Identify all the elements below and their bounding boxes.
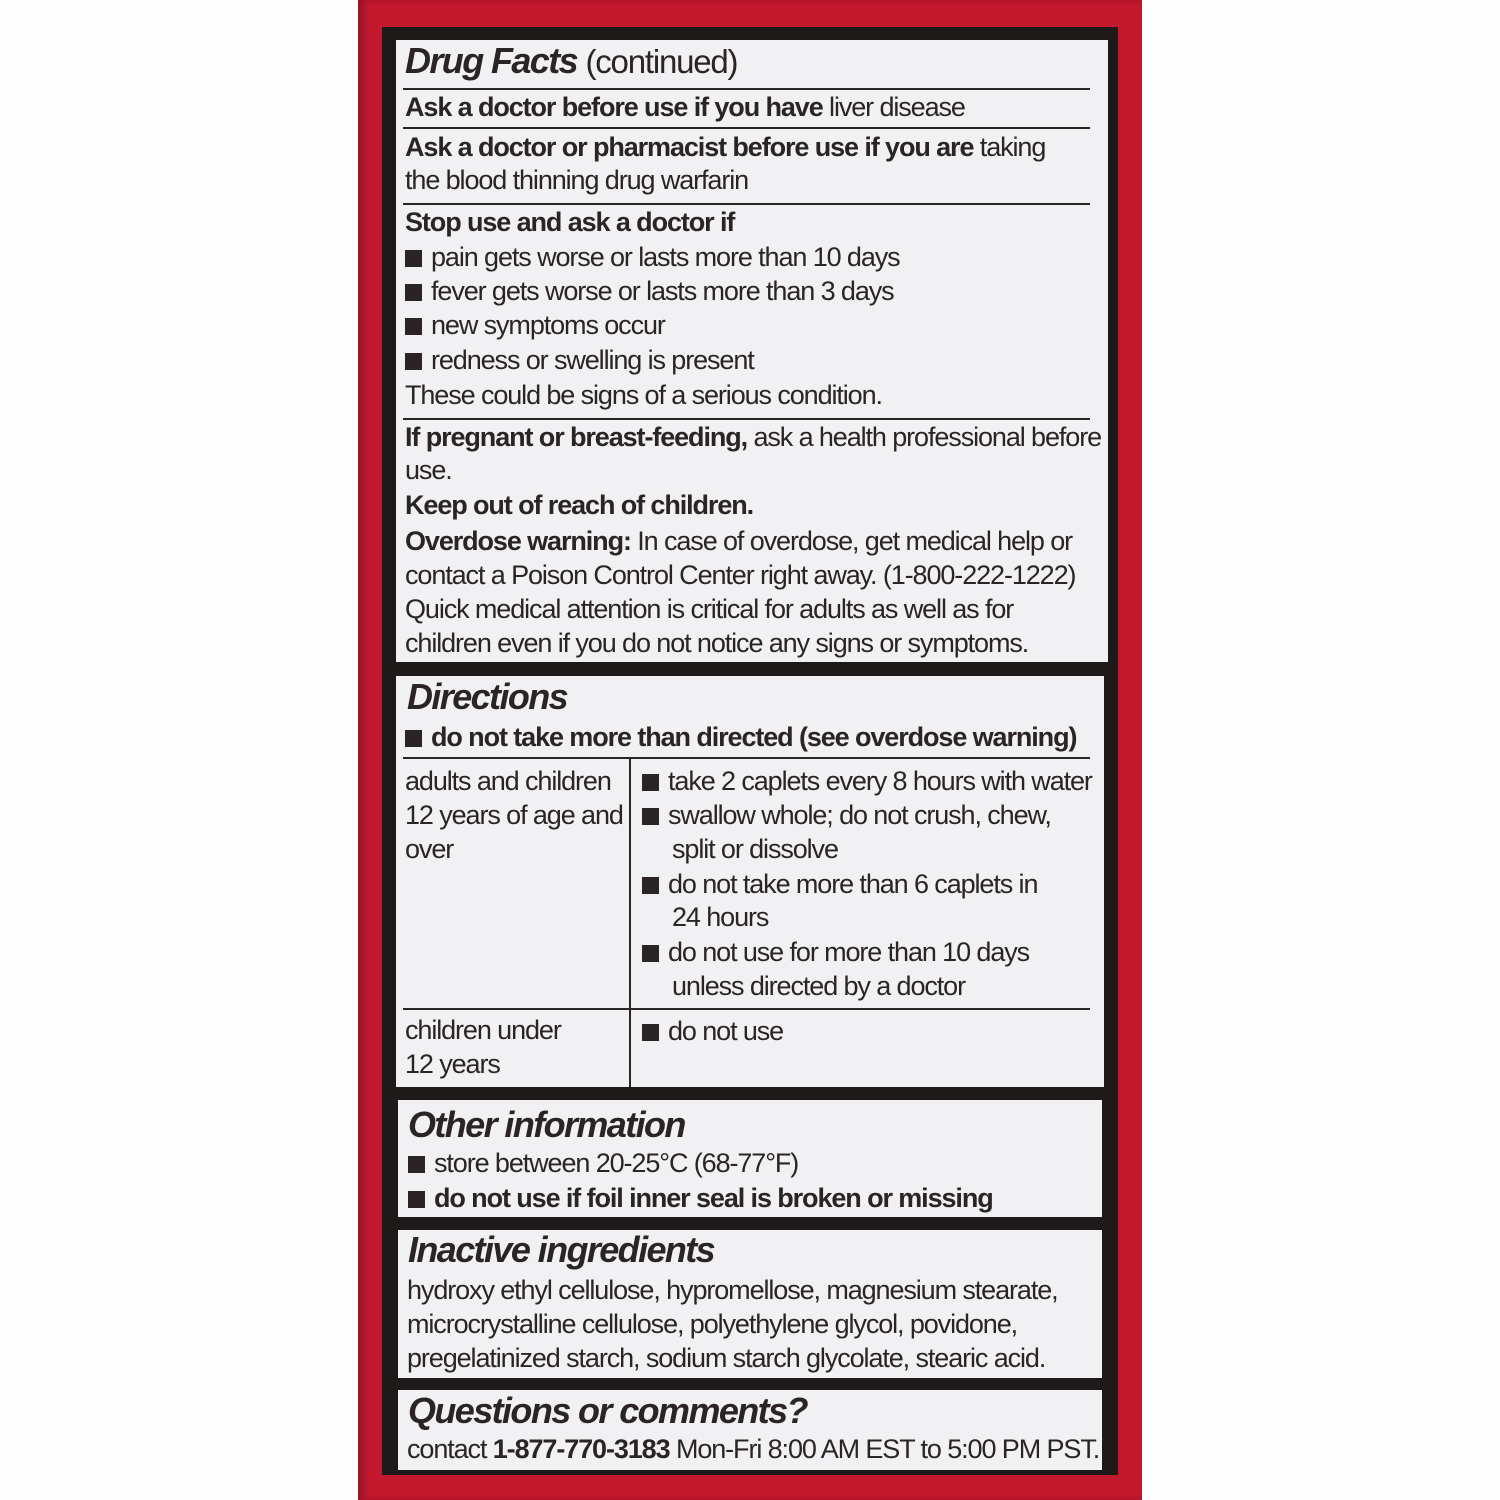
overdose-line: Quick medical attention is critical for adults as well as for [405,594,1014,624]
questions-title: Questions or comments? [408,1390,807,1431]
bullet-icon [642,877,659,894]
adults-label: adults and children [405,766,611,796]
pregnant-warning-cont: use. [405,455,452,485]
adults-item: swallow whole; do not crush, chew, [642,798,1051,832]
bullet-icon [408,1191,425,1208]
bullet-icon [642,1024,659,1041]
ingredients-line: hydroxy ethyl cellulose, hypromellose, magnesium stearate, [407,1275,1058,1305]
stop-item: new symptoms occur [405,308,665,342]
contact-phone: 1-877-770-3183 [492,1434,670,1464]
adults-item-cont: 24 hours [672,902,769,932]
drug-facts-title: Drug Facts (continued) [405,40,738,81]
bullet-icon [642,808,659,825]
ingredients-line: microcrystalline cellulose, polyethylene glycol, povidone, [407,1309,1018,1339]
adults-item-cont: split or dissolve [672,834,838,864]
bullet-icon [642,774,659,791]
stop-item: fever gets worse or lasts more than 3 days [405,274,894,308]
stop-item: redness or swelling is present [405,343,754,377]
other-information-title: Other information [408,1104,685,1145]
overdose-line: children even if you do not notice any signs or symptoms. [405,628,1029,658]
table-column-divider [629,758,631,1087]
bullet-icon [408,1156,425,1173]
adults-label: 12 years of age and [405,800,623,830]
overdose-warning: Overdose warning: In case of overdose, get medical help or [405,526,1073,556]
inactive-ingredients-title: Inactive ingredients [408,1229,715,1270]
children-item: do not use [642,1014,783,1048]
bullet-icon [405,353,422,370]
bullet-icon [642,945,659,962]
liver-warning: Ask a doctor before use if you have liver disease [405,92,965,122]
adults-label: over [405,834,454,864]
pharmacist-warning: Ask a doctor or pharmacist before use if you are taking [405,132,1046,162]
adults-item: do not take more than 6 caplets in [642,867,1037,901]
bullet-icon [405,250,422,267]
children-label: children under [405,1015,561,1045]
pharmacist-warning-cont: the blood thinning drug warfarin [405,165,749,195]
other-info-item: store between 20-25°C (68-77°F) [408,1146,798,1180]
directions-title: Directions [407,676,568,717]
ingredients-line: pregelatinized starch, sodium starch glycolate, stearic acid. [407,1343,1046,1373]
contact-line: contact 1-877-770-3183 Mon-Fri 8:00 AM EST to 5:00 PM PST. [407,1434,1100,1464]
directions-warning: do not take more than directed (see overdose warning) [405,720,1076,754]
table-divider [403,757,1090,759]
other-info-item: do not use if foil inner seal is broken or missing [408,1181,993,1215]
children-label: 12 years [405,1049,500,1079]
adults-item-cont: unless directed by a doctor [672,971,965,1001]
stop-note: These could be signs of a serious condition. [405,380,882,410]
bullet-icon [405,730,422,747]
overdose-line: contact a Poison Control Center right away. (1-800-222-1222) [405,560,1076,590]
bullet-icon [405,284,422,301]
stop-item: pain gets worse or lasts more than 10 days [405,240,900,274]
adults-item: do not use for more than 10 days [642,935,1029,969]
keep-out-warning: Keep out of reach of children. [405,490,754,520]
divider [403,127,1090,129]
bullet-icon [405,318,422,335]
pregnant-warning: If pregnant or breast-feeding, ask a health professional before [405,422,1101,452]
table-divider [403,1008,1090,1010]
stop-use-heading: Stop use and ask a doctor if [405,207,735,237]
adults-item: take 2 caplets every 8 hours with water [642,764,1092,798]
